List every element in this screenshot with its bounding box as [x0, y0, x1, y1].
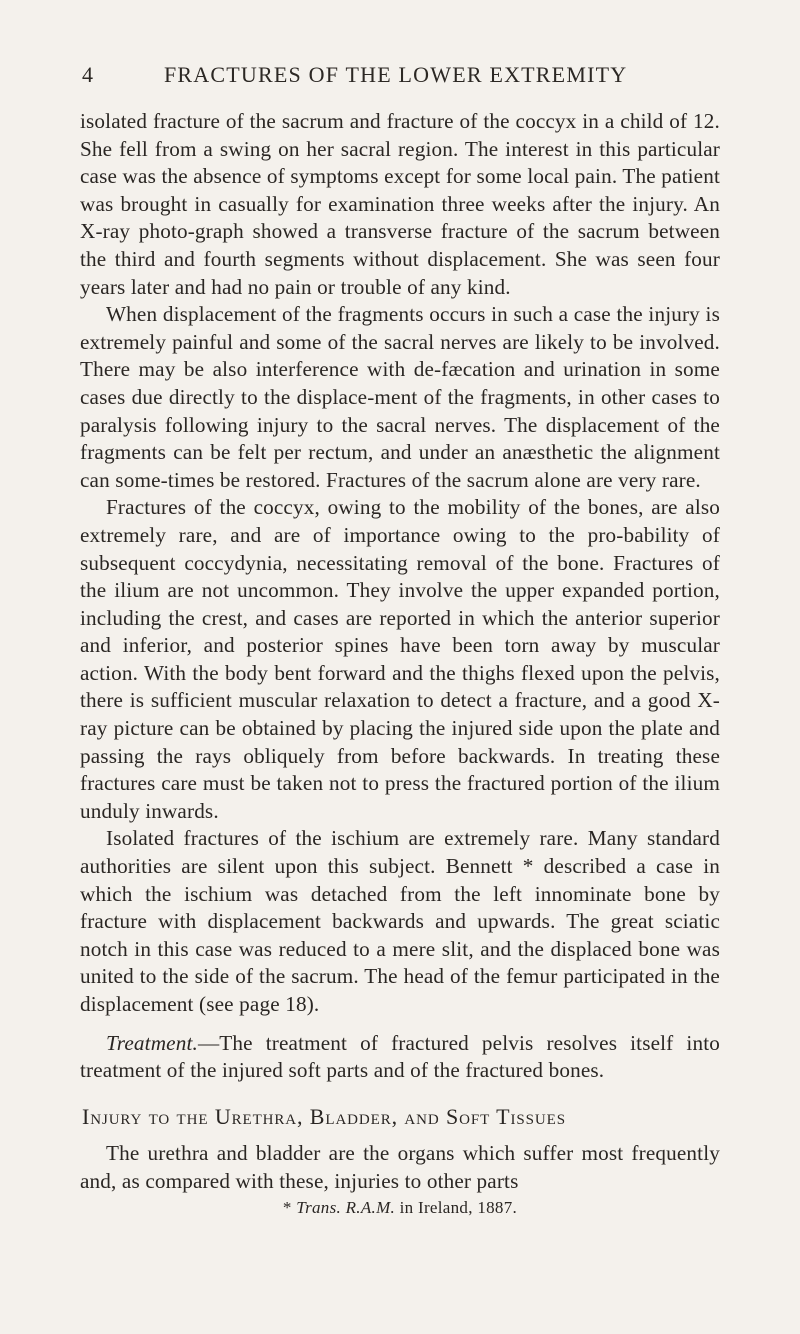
- treatment-text: —The treatment of fractured pelvis resolves itself into treatment of the injured soft parts and of the fractured bones.: [80, 1030, 720, 1083]
- footnote-marker: *: [282, 1197, 297, 1217]
- section-heading: Injury to the Urethra, Bladder, and Soft Tissues: [82, 1103, 566, 1129]
- paragraph-urethra-bladder: The urethra and bladder are the organs which suffer most frequently and, as compared with these, injuries to other parts: [80, 1141, 720, 1193]
- footnote: [80, 1197, 720, 1219]
- footnote-source: Trans. R.A.M.: [296, 1197, 396, 1217]
- paragraph-treatment: [80, 1030, 720, 1085]
- running-head: [80, 62, 720, 96]
- paragraph-coccyx-ilium: Fractures of the coccyx, owing to the mobility of the bones, are also extremely rare, and are of importance owing to the pro-bability of subsequent coccydynia, necessitating removal of the bone. Fractures of the ilium are not uncommon. They involve the upper expanded portion, including the crest, and cases are reported in which the anterior superior and inferior, and posterior spines have been torn away by muscular action. With the body bent forward and the thighs flexed upon the pelvis, there is sufficient muscular relaxation to detect a fracture, and a good X-ray picture can be obtained by placing the injured side upon the plate and passing the rays obliquely from before backwards. In treating these fractures care must be taken not to press the fractured portion of the ilium unduly inwards.: [80, 495, 720, 823]
- body-text: [80, 108, 720, 1219]
- running-title: FRACTURES OF THE LOWER EXTREMITY: [164, 62, 628, 87]
- document-page: [80, 62, 720, 1219]
- paragraph-displacement: When displacement of the fragments occurs in such a case the injury is extremely painful and some of the sacral nerves are likely to be involved. There may be also interference with de-fæcation and urination in some cases due directly to the displace-ment of the fragments, in other cases to paralysis following injury to the sacral nerves. The displacement of the fragments can be felt per rectum, and under an anæsthetic the alignment can some-times be restored. Fractures of the sacrum alone are very rare.: [80, 302, 720, 492]
- page-number: 4: [82, 62, 95, 87]
- footnote-rest: in Ireland, 1887.: [395, 1197, 518, 1217]
- treatment-label: Treatment.: [106, 1030, 198, 1055]
- paragraph-sacrum-case: isolated fracture of the sacrum and fracture of the coccyx in a child of 12. She fell from a swing on her sacral region. The interest in this particular case was the absence of symptoms except for some local pain. The patient was brought in casually for examination three weeks after the injury. An X-ray photo-graph showed a transverse fracture of the sacrum between the third and fourth segments without displacement. She was seen four years later and had no pain or trouble of any kind.: [80, 109, 720, 299]
- paragraph-ischium: Isolated fractures of the ischium are extremely rare. Many standard authorities are silent upon this subject. Bennett * described a case in which the ischium was detached from the left innominate bone by fracture with displacement backwards and upwards. The great sciatic notch in this case was reduced to a mere slit, and the displaced bone was united to the side of the sacrum. The head of the femur participated in the displacement (see page 18).: [80, 826, 720, 1016]
